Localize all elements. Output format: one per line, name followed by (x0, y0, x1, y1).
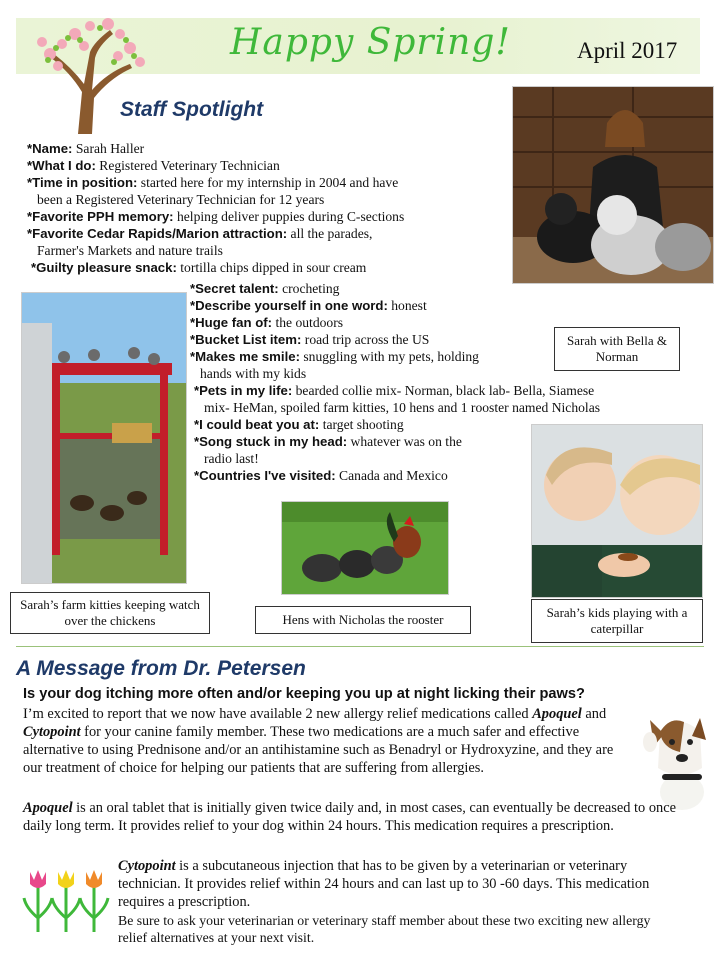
list-item: *Name: Sarah Haller (27, 141, 145, 156)
list-item: *Bucket List item: road trip across the US (190, 332, 430, 347)
tulips-icon (22, 868, 112, 934)
caption-sarah-dogs: Sarah with Bella & Norman (554, 327, 680, 371)
caption-farm-kitties: Sarah’s farm kitties keeping watch over the chickens (10, 592, 210, 634)
message-question: Is your dog itching more often and/or keeping you up at night licking their paws? (23, 686, 585, 702)
list-item: *Secret talent: crocheting (190, 281, 340, 296)
list-item: been a Registered Veterinary Technician for 12 years (37, 192, 325, 207)
list-item: *Huge fan of: the outdoors (190, 315, 344, 330)
caption-kids: Sarah’s kids playing with a caterpillar (531, 599, 703, 643)
list-item: *Favorite PPH memory: helping deliver puppies during C-sections (27, 209, 405, 224)
list-item: hands with my kids (200, 366, 307, 381)
message-paragraph-3: Cytopoint is a subcutaneous injection that has to be given by a veterinarian or veterinary technician. It provides relief within 24 hours and can last up to 30 -60 days. This medication requires a prescription. (118, 858, 650, 910)
list-item: Farmer's Markets and nature trails (37, 243, 223, 258)
list-item: radio last! (204, 451, 259, 466)
spotlight-top-list (27, 140, 404, 276)
list-item: *I could beat you at: target shooting (194, 417, 404, 432)
list-item: mix- HeMan, spoiled farm kitties, 10 hens and 1 rooster named Nicholas (204, 400, 601, 415)
message-heading: A Message from Dr. Petersen (16, 657, 306, 680)
list-item: *Makes me smile: snuggling with my pets, holding (190, 349, 479, 364)
list-item: *Guilty pleasure snack: tortilla chips dipped in sour cream (31, 260, 367, 275)
farm-kitties-photo (21, 292, 187, 584)
issue-date: April 2017 (577, 38, 678, 63)
section-divider (16, 646, 704, 647)
caption-hens: Hens with Nicholas the rooster (255, 606, 471, 634)
sarah-with-dogs-photo (512, 86, 714, 284)
list-item: *What I do: Registered Veterinary Technician (27, 158, 280, 173)
staff-spotlight-heading: Staff Spotlight (120, 98, 264, 121)
list-item: *Countries I've visited: Canada and Mexico (194, 468, 448, 483)
message-paragraph-1: I’m excited to report that we now have available 2 new allergy relief medications called Apoquel and Cytopoint for your canine family member. These two medications are a much safer and effective alternative to using Prednisone and/or an antihistamine such as Benadryl or Hydroxyzine, and they are our treatment of choice for helping our patients that are suffering from allergies. (23, 706, 614, 776)
kids-caterpillar-photo (531, 424, 703, 598)
message-paragraph-4: Be sure to ask your veterinarian or veterinary staff member about these two exciting new allergy relief alternatives at your next visit. (118, 913, 651, 945)
list-item: *Song stuck in my head: whatever was on the (194, 434, 462, 449)
message-paragraph-2: Apoquel is an oral tablet that is initially given twice daily and, in most cases, can eventually be decreased to once daily long term. It provides relief to your dog within 24 hours. This medication requires a prescription. (23, 800, 676, 834)
list-item: *Favorite Cedar Rapids/Marion attraction: all the parades, (27, 226, 373, 241)
banner-title: Happy Spring! (230, 22, 511, 63)
list-item: *Describe yourself in one word: honest (190, 298, 427, 313)
jack-russell-dog-icon (640, 712, 718, 810)
list-item: *Pets in my life: bearded collie mix- Norman, black lab- Bella, Siamese (194, 383, 595, 398)
hens-rooster-photo (281, 501, 449, 595)
list-item: *Time in position: started here for my internship in 2004 and have (27, 175, 399, 190)
